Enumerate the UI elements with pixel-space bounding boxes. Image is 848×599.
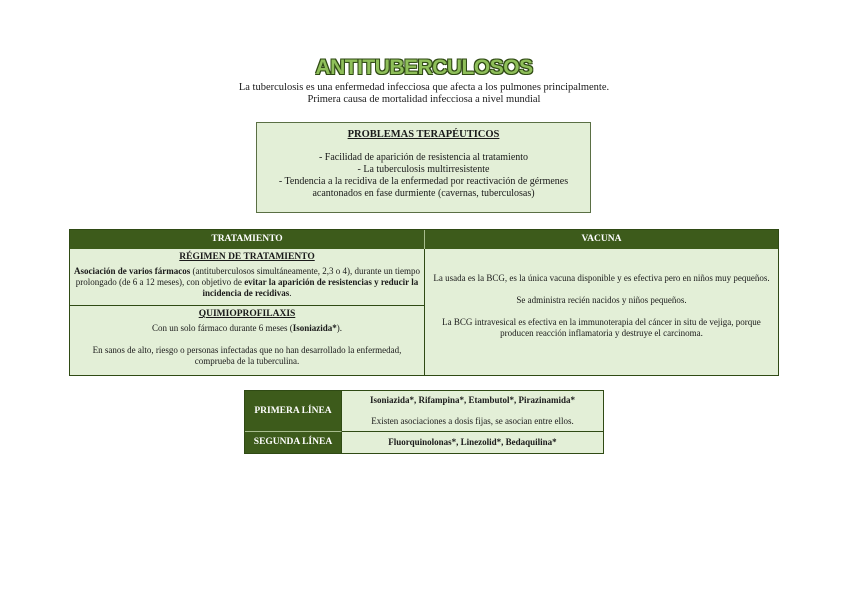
- vaccine-paragraph-3: La BCG intravesical es efectiva en la immunoterapia del cáncer in situ de vejiga, porque producen reacción inflamatoria y destruye el carcinoma.: [442, 317, 761, 338]
- first-line-drugs: Isoniazida*, Rifampina*, Etambutol*, Pirazinamida*: [369, 395, 576, 405]
- intro-line-1: La tuberculosis es una enfermedad infecciosa que afecta a los pulmones principalmente.: [238, 82, 610, 93]
- treatment-header: TRATAMIENTO: [70, 230, 425, 249]
- first-line-label: PRIMERA LÍNEA: [245, 391, 342, 432]
- vaccine-paragraph-2: Se administra recién nacidos y niños pequeños.: [516, 295, 687, 305]
- problem-item: - Tendencia a la recidiva de la enfermedad por reactivación de gérmenes acantonados en fase durmiente (cavernas, tuberculosas): [278, 176, 569, 199]
- first-line-note: Existen asociaciones a dosis fijas, se asocian entre ellos.: [371, 416, 574, 426]
- problem-item: - Facilidad de aparición de resistencia al tratamiento: [318, 152, 529, 163]
- prophylaxis-heading: QUIMIOPROFILAXIS: [198, 309, 296, 319]
- prophylaxis-drug: Isoniazida*: [292, 323, 337, 333]
- prophylaxis-text-1: Con un solo fármaco durante 6 meses (: [152, 323, 293, 333]
- treatment-vaccine-table: [69, 229, 779, 376]
- page-title: ANTITUBERCULOSOS: [315, 56, 533, 79]
- regimen-text: [74, 266, 420, 299]
- problems-box: [256, 122, 591, 213]
- regimen-bold-2: evitar la aparición de resistencias y reducir la incidencia de recidivas: [202, 277, 419, 298]
- prophylaxis-text-3: En sanos de alto, riesgo o personas infectadas que no han desarrollado la enfermedad, comprueba de la tuberculina.: [92, 345, 402, 366]
- vaccine-cell: [425, 249, 778, 375]
- regimen-text-1: (antituberculosos simultáneamente, 2,3 o 4), durante un tiempo prolongado (de 6 a 12 meses), con objetivo de: [75, 266, 420, 287]
- prophylaxis-text-2: ).: [336, 323, 342, 333]
- regimen-text-2: .: [289, 288, 292, 298]
- intro-line-2: Primera causa de mortalidad infecciosa a nivel mundial: [307, 94, 541, 105]
- prophylaxis-line-1: [74, 323, 420, 334]
- problems-heading: PROBLEMAS TERAPÉUTICOS: [347, 129, 500, 140]
- drug-lines-table: [244, 390, 604, 454]
- regimen-cell: [70, 249, 425, 306]
- first-line-cell: [342, 391, 603, 432]
- vaccine-paragraph-1: La usada es la BCG, es la única vacuna disponible y es efectiva pero en niños muy pequeños.: [433, 273, 770, 283]
- vaccine-header: VACUNA: [425, 230, 778, 249]
- second-line-label: SEGUNDA LÍNEA: [245, 432, 342, 453]
- second-line-drugs: Fluorquinolonas*, Linezolid*, Bedaquilina*: [388, 437, 557, 447]
- regimen-heading: RÉGIMEN DE TRATAMIENTO: [179, 252, 315, 262]
- problem-item: - La tuberculosis multirresistente: [357, 164, 490, 175]
- prophylaxis-cell: [70, 306, 425, 375]
- regimen-bold-1: Asociación de varios fármacos: [74, 266, 191, 276]
